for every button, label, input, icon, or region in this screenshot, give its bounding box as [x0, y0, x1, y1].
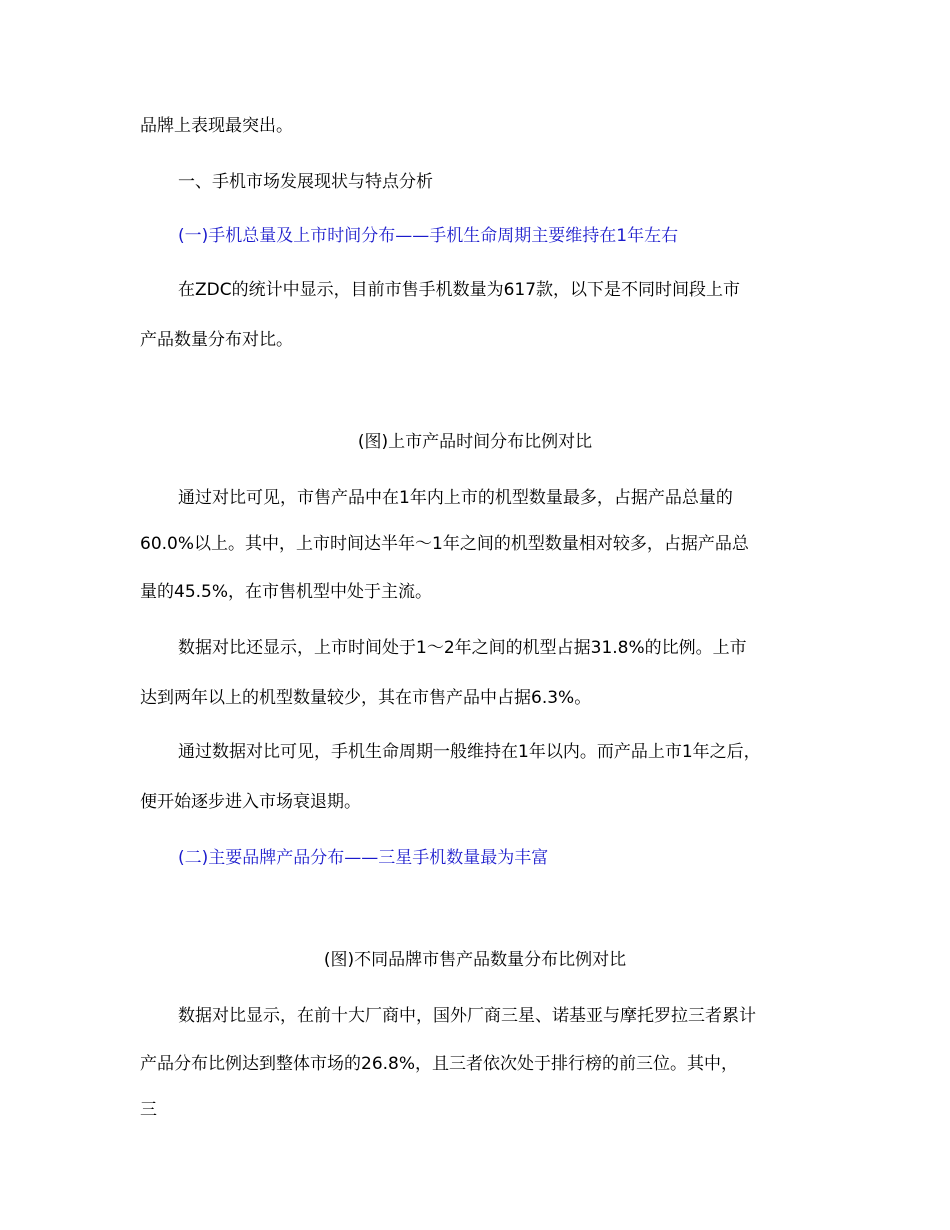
paragraph-line: 数据对比显示，在前十大厂商中，国外厂商三星、诺基亚与摩托罗拉三者累计	[178, 1006, 756, 1026]
paragraph-line: 产品分布比例达到整体市场的26.8%，且三者依次处于排行榜的前三位。其中，	[140, 1054, 739, 1074]
paragraph-line: 三	[140, 1100, 157, 1120]
paragraph-line: 品牌上表现最突出。	[140, 116, 293, 136]
paragraph-line: 达到两年以上的机型数量较少，其在市售产品中占据6.3%。	[140, 688, 592, 708]
subsection-heading-2: (二)主要品牌产品分布——三星手机数量最为丰富	[178, 848, 549, 868]
paragraph-line: 产品数量分布对比。	[140, 330, 293, 350]
paragraph-line: 量的45.5%，在市售机型中处于主流。	[140, 582, 433, 602]
paragraph-line: 通过数据对比可见，手机生命周期一般维持在1年以内。而产品上市1年之后，	[178, 742, 761, 762]
figure-caption-2: (图)不同品牌市售产品数量分布比例对比	[323, 950, 627, 970]
paragraph-line: 60.0%以上。其中，上市时间达半年～1年之间的机型数量相对较多，占据产品总	[140, 534, 749, 554]
paragraph-line: 在ZDC的统计中显示，目前市售手机数量为617款，以下是不同时间段上市	[178, 280, 741, 300]
subsection-heading-1: (一)手机总量及上市时间分布——手机生命周期主要维持在1年左右	[178, 226, 679, 246]
paragraph-line: 便开始逐步进入市场衰退期。	[140, 792, 361, 812]
figure-caption-1: (图)上市产品时间分布比例对比	[357, 432, 593, 452]
paragraph-line: 数据对比还显示，上市时间处于1～2年之间的机型占据31.8%的比例。上市	[178, 638, 747, 658]
paragraph-line: 通过对比可见，市售产品中在1年内上市的机型数量最多，占据产品总量的	[178, 488, 733, 508]
section-heading: 一、手机市场发展现状与特点分析	[178, 172, 433, 192]
